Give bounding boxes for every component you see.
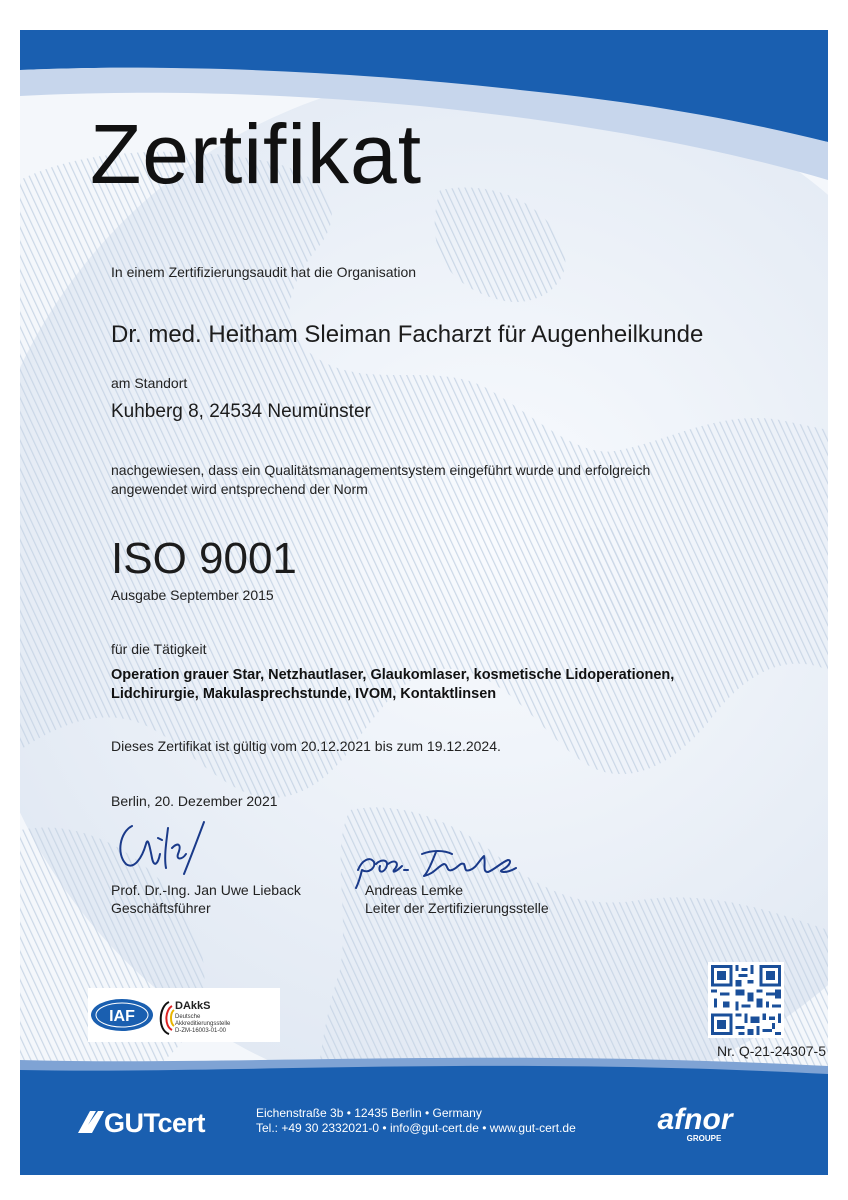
activity-label: für die Tätigkeit (111, 641, 207, 657)
location-address: Kuhberg 8, 24534 Neumünster (111, 401, 371, 422)
iaf-text: IAF (109, 1008, 135, 1025)
standard-name: ISO 9001 (111, 534, 297, 583)
footer-address-line-1: Eichenstraße 3b • 12435 Berlin • Germany (256, 1106, 482, 1120)
footer-address-line-2: Tel.: +49 30 2332021-0 • info@gut-cert.de • www.gut-cert.de (256, 1121, 576, 1135)
location-label: am Standort (111, 375, 188, 391)
activity-line-1: Operation grauer Star, Netzhautlaser, Glaukomlaser, kosmetische Lidoperationen, (111, 667, 675, 683)
signatory-2-role: Leiter der Zertifizierungsstelle (365, 900, 549, 916)
signatory-1-role: Geschäftsführer (111, 900, 211, 916)
signature-lieback (112, 818, 222, 880)
dakks-line-1: Deutsche (175, 1014, 201, 1020)
certificate-title: Zertifikat (90, 107, 423, 201)
afnor-logo (640, 1101, 750, 1143)
dakks-logo (155, 996, 277, 1040)
statement-line-1: nachgewiesen, dass ein Qualitätsmanagementsystem eingeführt wurde und erfolgreich (111, 462, 651, 478)
iaf-logo (90, 998, 154, 1032)
certificate-number: Nr. Q-21-24307-5 (717, 1043, 826, 1059)
intro-text: In einem Zertifizierungsaudit hat die Organisation (111, 264, 417, 280)
signatory-1-name: Prof. Dr.-Ing. Jan Uwe Lieback (111, 882, 301, 898)
afnor-text: afnor (657, 1103, 733, 1136)
dakks-emblem-icon (155, 998, 175, 1038)
statement-line-2: angewendet wird entsprechend der Norm (111, 481, 368, 497)
standard-edition: Ausgabe September 2015 (111, 587, 274, 603)
organization-name: Dr. med. Heitham Sleiman Facharzt für Augenheilkunde (111, 321, 704, 348)
qr-code[interactable] (708, 962, 784, 1038)
validity-statement: Dieses Zertifikat ist gültig vom 20.12.2021 bis zum 19.12.2024. (111, 738, 501, 754)
footer-address (256, 1106, 576, 1136)
signatory-2-name: Andreas Lemke (365, 882, 464, 898)
dakks-name: DAkkS (175, 1000, 211, 1012)
afnor-sub-text: GROUPE (686, 1134, 722, 1143)
place-and-date: Berlin, 20. Dezember 2021 (111, 793, 278, 809)
gutcert-mark-icon (78, 1111, 104, 1133)
gutcert-text: GUTcert (104, 1108, 206, 1138)
dakks-details (175, 1014, 230, 1035)
gutcert-logo (76, 1103, 246, 1139)
dakks-line-3: D-ZM-16003-01-00 (175, 1028, 227, 1034)
activity-line-2: Lidchirurgie, Makulasprechstunde, IVOM, Kontaktlinsen (111, 686, 497, 702)
dakks-line-2: Akkreditierungsstelle (175, 1021, 231, 1027)
